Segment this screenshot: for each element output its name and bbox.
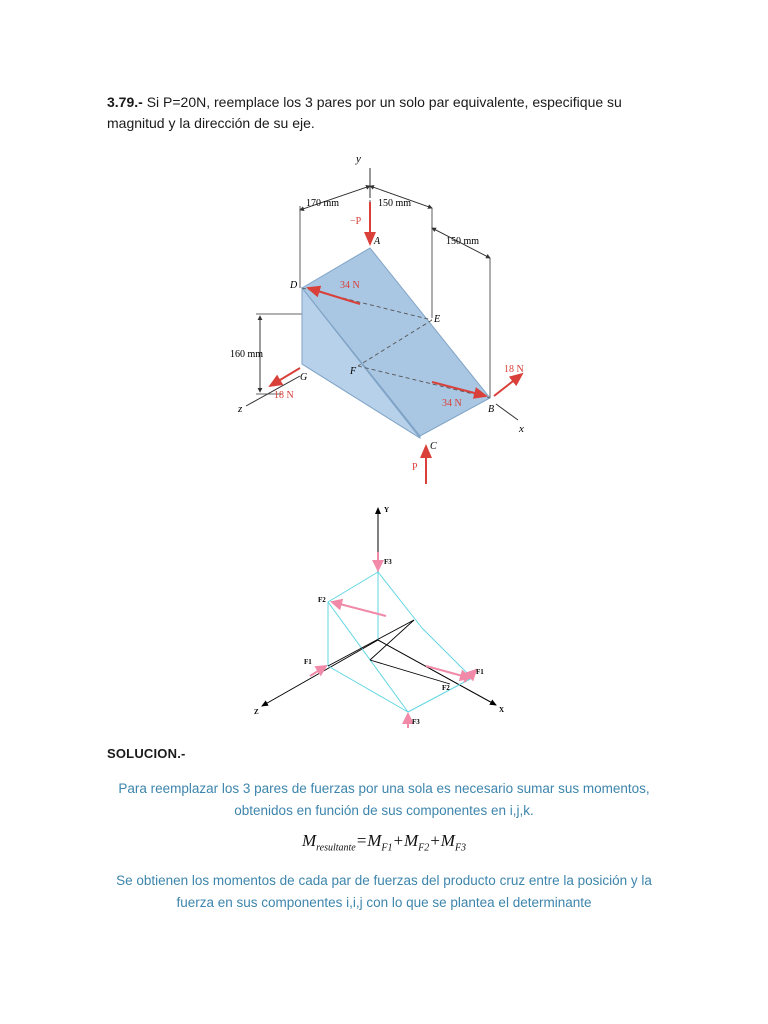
axis-x-label: X [499,706,505,714]
axis-y-label: Y [384,506,390,514]
eq-sub-result: resultante [316,842,356,854]
para2-line1: Se obtienen los momentos de cada par de fuerzas del producto cruz entre la posición y la [116,873,652,888]
problem-statement [107,92,667,134]
point-d: D [290,280,298,291]
label-axis-z: z [238,403,243,415]
dim-150-mm-right: 150 mm [446,236,480,247]
eq-equals: = [355,831,368,850]
black-lines [328,620,450,684]
eq-m1: M [367,831,382,850]
dim-170-mm: 170 mm [306,198,340,209]
axis-z-line [262,640,378,706]
wedge-figure [222,148,552,490]
wireframe-diagram [250,500,520,728]
wedge-diagram [222,148,552,490]
problem-line-1 [107,92,667,113]
eq-m3: M [440,831,455,850]
eq-m2: M [404,831,419,850]
label-f3-bottom: F3 [412,718,420,726]
problem-text-1: Si P=20N, reemplace los 3 pares por un solo par equivalente, especifique su [142,94,622,110]
f2-right-arrow [426,666,470,678]
eq-sub-f3: F3 [454,842,467,854]
label-18n-g: 18 N [274,390,294,401]
para1-line1: Para reemplazar los 3 pares de fuerzas por una sola es necesario sumar sus momentos, [118,781,650,796]
solution-paragraph-2 [80,870,688,914]
label-f3-top: F3 [384,558,392,566]
dim-160-mm: 160 mm [230,349,264,360]
point-g: G [300,372,308,383]
label-f2-right: F2 [442,684,450,692]
eq-sub-f1: F1 [381,842,393,854]
para1-line2: obtenidos en función de sus componentes en i,j,k. [234,803,534,818]
label-axis-x: x [519,423,524,435]
x-axis-line [496,404,518,420]
point-e: E [434,314,441,325]
solution-heading: SOLUCION.- [107,746,186,761]
label-f1-left: F1 [304,658,312,666]
solution-paragraph-1 [80,778,688,822]
label-f1-right: F1 [476,668,484,676]
eq-plus-2: + [429,831,441,850]
force-18n-g-arrow [270,368,300,386]
label-18n-b: 18 N [504,364,524,375]
eq-m: M [301,831,317,850]
label-34n-b: 34 N [442,398,462,409]
moment-equation [250,831,518,853]
cyan-frame [328,572,472,712]
force-18n-b-arrow [494,374,522,396]
para2-line2: fuerza en sus componentes i,i,j con lo que se plantea el determinante [176,895,592,910]
label-f2-left: F2 [318,596,326,604]
problem-text-2: magnitud y la dirección de su eje. [107,115,315,131]
point-b: B [488,404,495,415]
label-34n-d: 34 N [340,280,360,291]
problem-number: 3.79.- [107,94,143,110]
label-axis-y: y [356,153,361,165]
dim-150-mm-top: 150 mm [378,198,412,209]
label-p: P [412,462,418,473]
wireframe-figure [250,500,520,728]
point-c: C [430,441,437,452]
point-a: A [374,236,381,247]
eq-plus-1: + [392,831,404,850]
eq-sub-f2: F2 [418,842,430,854]
point-f: F [350,366,357,377]
axis-z-label: Z [254,708,259,716]
label-minus-p: −P [350,216,362,227]
